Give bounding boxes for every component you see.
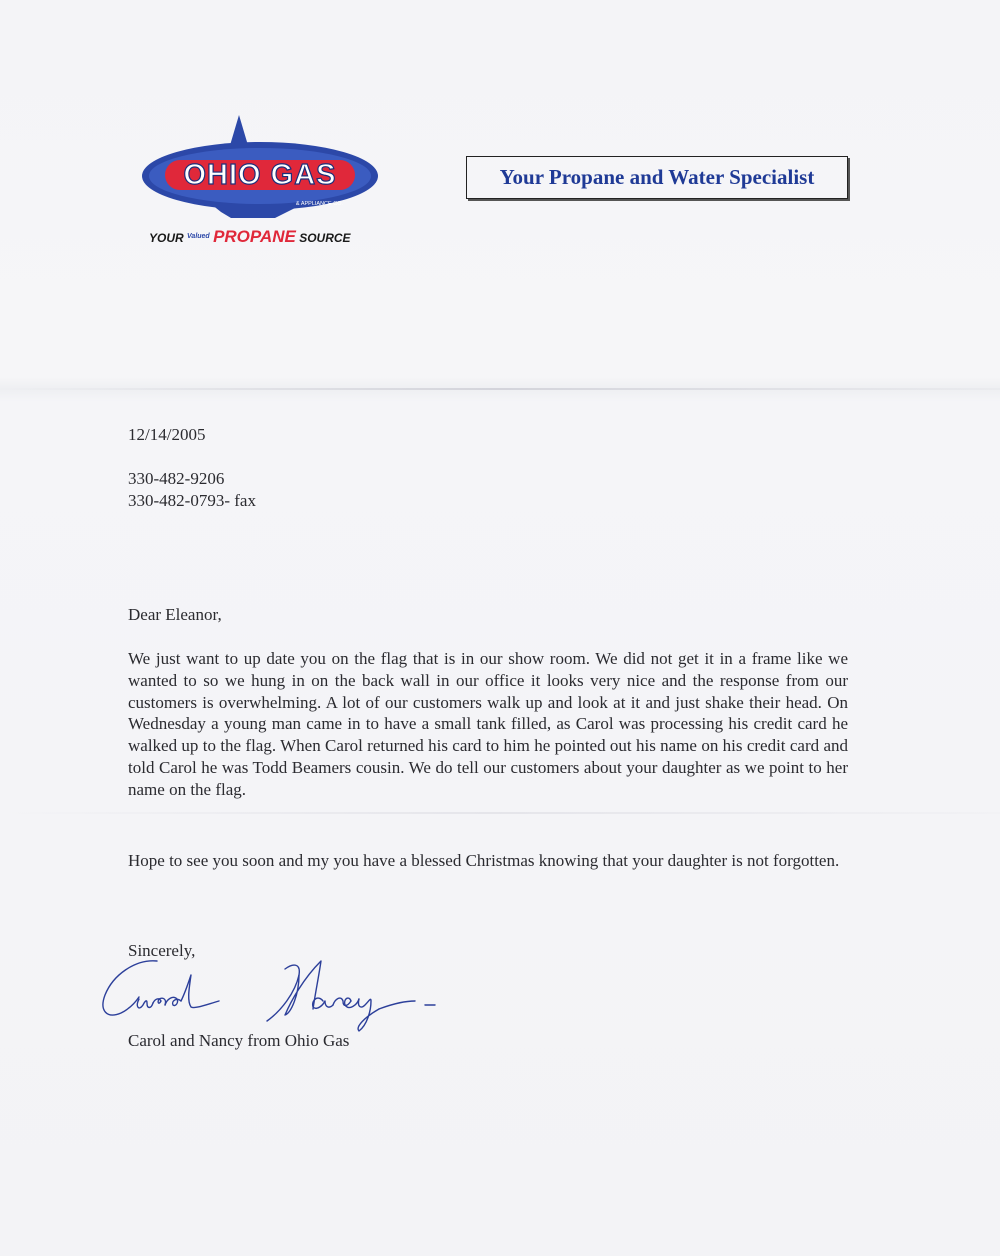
slogan-valued: Valued [187, 233, 210, 240]
phone-number: 330-482-9206 [128, 469, 225, 488]
logo-name-text: OHIO GAS [183, 159, 337, 191]
slogan-your: YOUR [149, 231, 184, 245]
salutation: Dear Eleanor, [128, 605, 222, 624]
fax-number: 330-482-0793- fax [128, 491, 256, 510]
tagline-box [466, 156, 848, 199]
logo-sub-text: & APPLIANCE CO. [295, 201, 343, 207]
slogan-source: SOURCE [299, 231, 351, 245]
signer-name: Carol and Nancy from Ohio Gas [128, 1031, 350, 1050]
letter-date: 12/14/2005 [128, 425, 206, 444]
tagline-text: Your Propane and Water Specialist [499, 165, 815, 189]
body-paragraph-1: We just want to up date you on the flag that is in our show room. We did not get it in a frame like we wanted to so we hung in on the back wall in our office it looks very nice and the response from our customers is overwhelming. A lot of our customers walk up and look at it and just shake their head. On Wednesday a young man came in to have a small tank filled, as Carol was processing his credit card he walked up to the flag. When Carol returned his card to him he pointed out his name on his credit card and told Carol he was Todd Beamers cousin. We do tell our customers about your daughter as we point to her name on the flag. [128, 649, 848, 799]
paper-fold-line-lower [0, 812, 1000, 814]
paper-fold-line [0, 388, 1000, 390]
slogan-propane: PROPANE [213, 227, 296, 246]
handwritten-signature [95, 955, 445, 1035]
ohio-gas-logo [135, 112, 385, 252]
closing: Sincerely, [128, 941, 196, 960]
body-paragraph-2: Hope to see you soon and my you have a blessed Christmas knowing that your daughter is not forgotten. [128, 851, 840, 870]
svg-text:YOUR Valued PR [149, 227, 352, 246]
